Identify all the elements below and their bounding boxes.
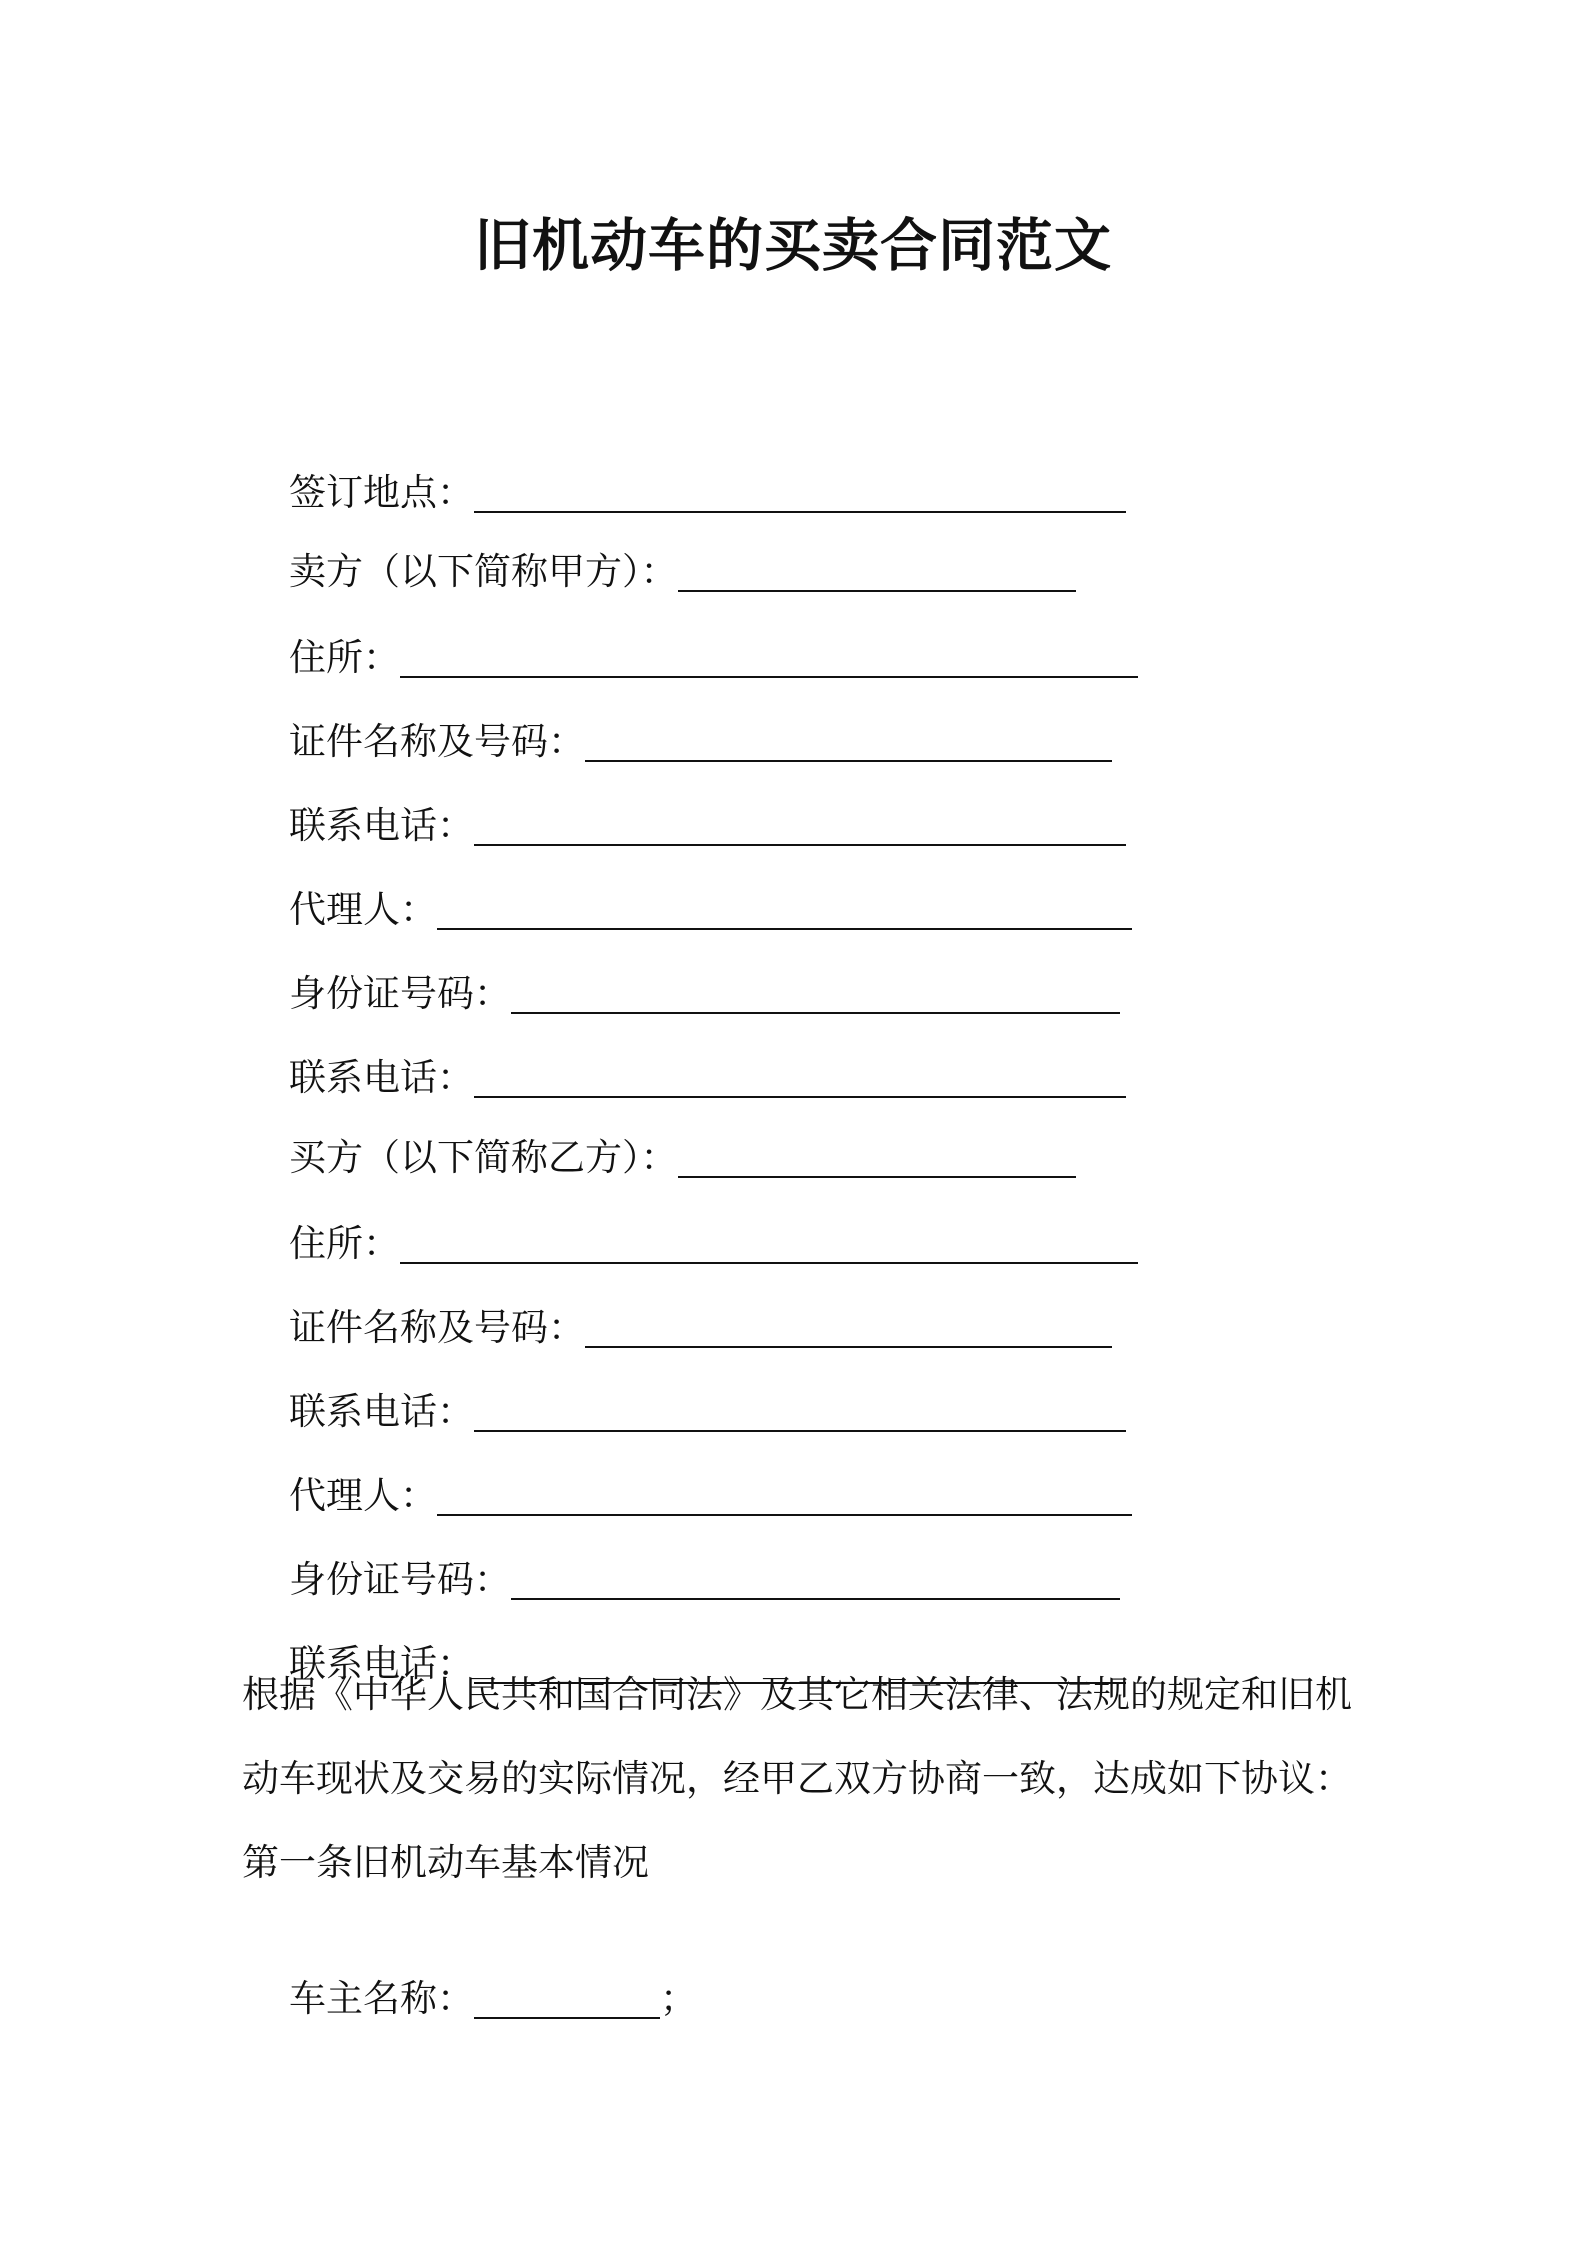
field-suffix: ； xyxy=(660,1977,698,2020)
fill-blank[interactable] xyxy=(474,1977,660,2019)
field-label: 住所： xyxy=(289,1222,401,1265)
field-label: 卖方（以下简称甲方）： xyxy=(289,550,678,593)
field-label: 代理人： xyxy=(289,888,438,931)
field-label: 身份证号码： xyxy=(289,1558,512,1601)
field-label: 买方（以下简称乙方）： xyxy=(289,1136,678,1179)
article-heading: 第一条旧机动车基本情况 xyxy=(242,1841,649,1884)
preamble-line: 动车现状及交易的实际情况，经甲乙双方协商一致，达成如下协议： xyxy=(242,1757,1352,1800)
field-label: 联系电话： xyxy=(289,1056,475,1099)
preamble-line: 根据《中华人民共和国合同法》及其它相关法律、法规的规定和旧机 xyxy=(242,1673,1352,1716)
field-label: 联系电话： xyxy=(289,1390,475,1433)
field-label: 代理人： xyxy=(289,1474,438,1517)
field-label: 住所： xyxy=(289,636,401,679)
field-label: 身份证号码： xyxy=(289,972,512,1015)
field-label: 证件名称及号码： xyxy=(289,720,586,763)
field-label: 证件名称及号码： xyxy=(289,1306,586,1349)
field-label: 签订地点： xyxy=(289,471,475,514)
document-title: 旧机动车的买卖合同范文 xyxy=(474,213,1112,279)
field-label: 联系电话： xyxy=(289,804,475,847)
field-owner-name xyxy=(242,1921,697,2077)
field-label: 车主名称： xyxy=(289,1977,475,2020)
field-label: 联系电话： xyxy=(289,1642,475,1685)
